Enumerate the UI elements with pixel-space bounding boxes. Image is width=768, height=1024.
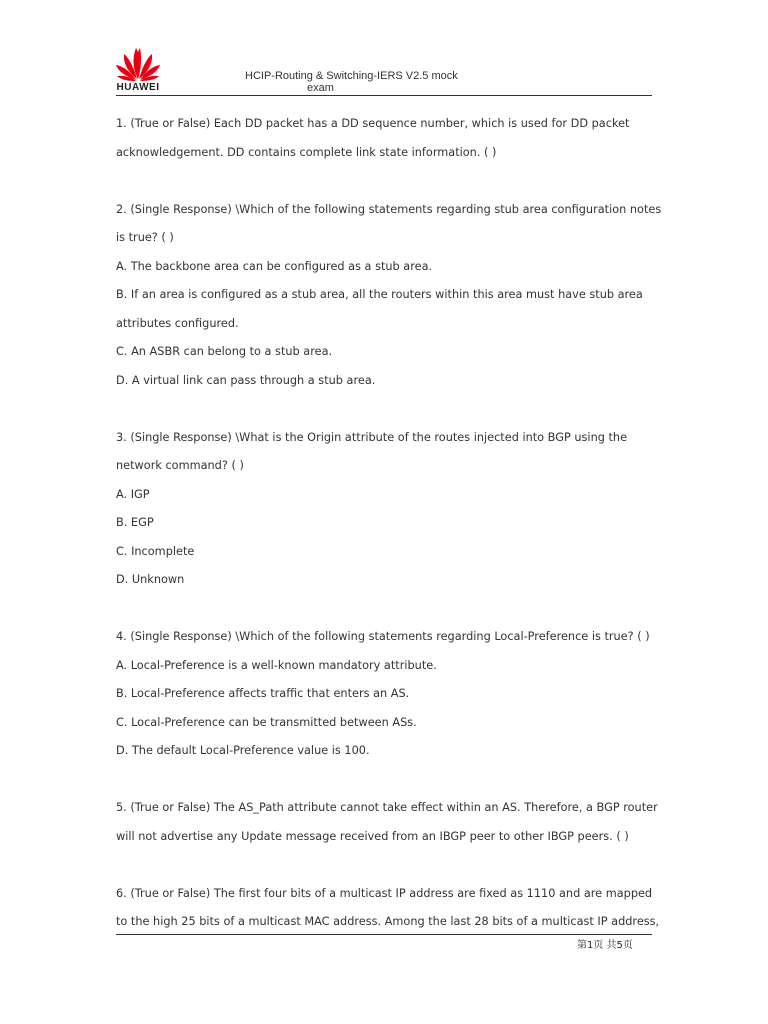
answer-option: B. Local-Preference affects traffic that enters an AS. (116, 687, 410, 700)
header-divider (116, 95, 652, 96)
question-1 (116, 110, 656, 167)
answer-option: B. If an area is configured as a stub area, all the routers within this area must have stub area (116, 288, 643, 301)
question-6 (116, 880, 660, 937)
question-text: 2. (Single Response) \Which of the following statements regarding stub area configuration notes (116, 202, 662, 216)
answer-option: A. IGP (116, 487, 150, 501)
question-text: acknowledgement. DD contains complete link state information. ( ) (116, 145, 497, 159)
question-text: 6. (True or False) The first four bits of a multicast IP address are fixed as 1110 and are mapped (116, 886, 653, 900)
answer-option: C. Incomplete (116, 544, 195, 558)
document-header-title (245, 70, 480, 94)
answer-option: D. A virtual link can pass through a stub area. (116, 373, 376, 387)
answer-option: A. Local-Preference is a well-known mandatory attribute. (116, 658, 437, 672)
huawei-petals-icon (114, 46, 162, 84)
footer-divider (116, 934, 652, 935)
answer-option: D. The default Local-Preference value is 100. (116, 744, 370, 757)
question-text: 3. (Single Response) \What is the Origin attribute of the routes injected into BGP using the (116, 430, 628, 444)
answer-option: A. The backbone area can be configured as a stub area. (116, 259, 433, 273)
answer-option: D. Unknown (116, 573, 185, 586)
answer-option: C. An ASBR can belong to a stub area. (116, 345, 333, 358)
logo-wordmark: HUAWEI (116, 82, 160, 90)
question-3 (116, 424, 656, 595)
question-text: 1. (True or False) Each DD packet has a DD sequence number, which is used for DD packet (116, 117, 630, 130)
answer-option: attributes configured. (116, 316, 239, 330)
answer-option: B. EGP (116, 516, 154, 529)
question-4 (116, 623, 656, 766)
header-title-line1: HCIP-Routing & Switching-IERS V2.5 mock (245, 70, 458, 82)
question-text: network command? ( ) (116, 459, 244, 472)
question-2 (116, 196, 662, 396)
page-number: 第1页 共5页 (577, 940, 633, 951)
header-title-line2: exam (307, 82, 334, 94)
question-text: 4. (Single Response) \Which of the following statements regarding Local-Preference is true? ( ) (116, 630, 650, 643)
question-text: 5. (True or False) The AS_Path attribute cannot take effect within an AS. Therefore, a BGP router (116, 801, 658, 814)
question-text: is true? ( ) (116, 231, 174, 244)
exam-body (116, 110, 662, 937)
question-text: to the high 25 bits of a multicast MAC address. Among the last 28 bits of a multicast IP address, (116, 915, 660, 928)
answer-option: C. Local-Preference can be transmitted between ASs. (116, 715, 417, 729)
question-5 (116, 794, 656, 851)
huawei-logo (114, 46, 162, 92)
question-text: will not advertise any Update message received from an IBGP peer to other IBGP peers. ( ) (116, 829, 629, 843)
